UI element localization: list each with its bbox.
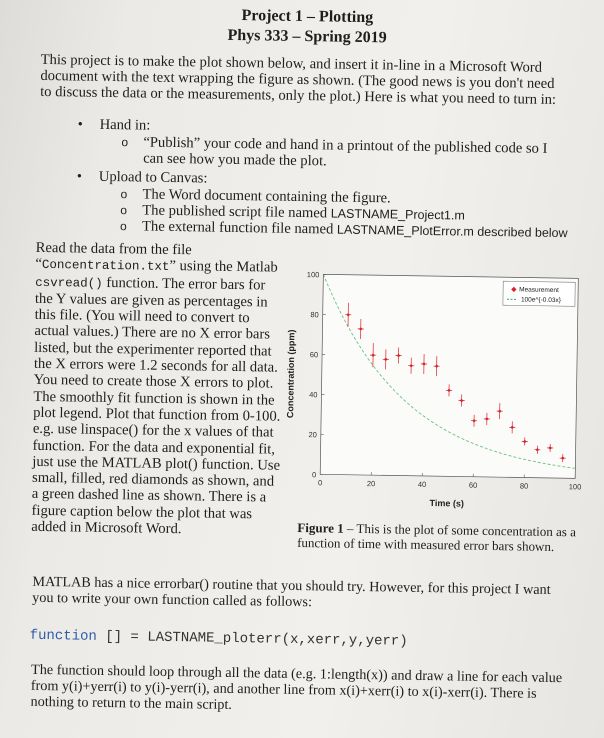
body-read-prefix: Read the data from the file “ <box>35 239 192 273</box>
y-axis-label: Concentration (ppm) <box>285 329 297 419</box>
script-file-name: LASTNAME_Project1.m <box>330 206 465 223</box>
upload-label: Upload to Canvas: <box>98 168 208 187</box>
upload-item-script-prefix: The published script file named <box>142 202 331 222</box>
x-tick-label: 20 <box>366 479 376 489</box>
upload-bullet <box>99 169 208 187</box>
data-file-name: Concentration.txt <box>41 258 170 275</box>
intro-paragraph: This project is to make the plot shown below, and insert it in-line in a Microsoft Word document with the text wrapping the figure as shown. (The good news is you don't need to discuss the data or the measurements, only the plot.) Here is what you need to turn in: <box>40 51 557 108</box>
figure-caption-label: Figure 1 <box>297 519 344 536</box>
legend-marker-symbol: ◆ <box>511 285 517 294</box>
x-axis-label: Time (s) <box>429 498 465 509</box>
hand-in-bullet <box>100 117 151 134</box>
x-tick-label: 40 <box>417 479 427 489</box>
body-read-mid: ” using the Matlab <box>169 258 278 276</box>
upload-item-word-text: The Word document containing the figure. <box>142 186 391 207</box>
upload-item-function <box>142 219 582 242</box>
figure-caption-text: – This is the plot of some concentration as a function of time with measured error bars shown. <box>297 520 577 555</box>
y-tick-label: 0 <box>311 470 317 480</box>
page-title: Project 1 – Plotting <box>241 7 374 27</box>
legend-entry-fit: 100e^{-0.03x} <box>520 296 561 305</box>
csvread-function-name: csvread() <box>35 275 103 291</box>
final-paragraph: The function should loop through all the data (e.g. 1:length(x)) and draw a line for each value from y(i)+yerr(i) to y(i)-yerr(i), and another line from x(i)+xerr(i) to x(i)-xerr(i). There is nothing to return to the main script. <box>30 661 563 713</box>
page-subtitle: Phys 333 – Spring 2019 <box>227 26 387 47</box>
legend-entry-measurement: Measurement <box>519 286 559 295</box>
concentration-chart <box>280 262 594 523</box>
y-tick-label: 80 <box>310 310 319 320</box>
upload-item-func-prefix: The external function file named <box>141 218 338 238</box>
y-tick-label: 40 <box>309 390 318 400</box>
hand-in-item-text: “Publish” your code and hand in a printout of the published code so I can see how you made the plot. <box>143 134 548 170</box>
x-tick-label: 100 <box>568 482 582 492</box>
body-paragraph <box>31 240 284 539</box>
legend <box>503 281 575 306</box>
y-tick-label: 20 <box>308 430 317 440</box>
y-tick-label: 100 <box>306 270 320 280</box>
hand-in-label: Hand in: <box>99 116 151 134</box>
x-tick-label: 60 <box>468 480 478 490</box>
x-tick-label: 80 <box>519 481 529 491</box>
upload-item-func-suffix: described below <box>473 224 568 241</box>
function-keyword: function <box>29 627 97 645</box>
function-file-name: LASTNAME_PlotError.m <box>336 222 474 239</box>
body-read-rest: function. The error bars for the Y values are given as percentages in this file. (You will need to convert to actual values.) There are no X error bars listed, but the experimenter reported that the X errors were 1.2 seconds for all data. You need to create those X errors to plot. The smoothly fit function is shown in the plot legend. Plot that function from 0-100. e.g. use linspace() for the x values of that function. For the data and exponential fit, just use the MATLAB plot() function. Use small, filled, red diamonds as shown, and a green dashed line as shown. There is a figure caption below the plot that was added in Microsoft Word. <box>31 274 281 538</box>
x-tick-label: 0 <box>317 478 323 488</box>
function-signature <box>30 628 408 650</box>
hand-in-item <box>143 135 563 174</box>
figure-caption <box>297 520 592 555</box>
errorbar-paragraph: MATLAB has a nice errorbar() routine that you should try. However, for this project I want you to write your own function called as follows: <box>32 573 551 611</box>
y-tick-label: 60 <box>309 350 319 360</box>
function-signature-rest: [] = LASTNAME_ploterr(x,xerr,y,yerr) <box>96 628 408 650</box>
